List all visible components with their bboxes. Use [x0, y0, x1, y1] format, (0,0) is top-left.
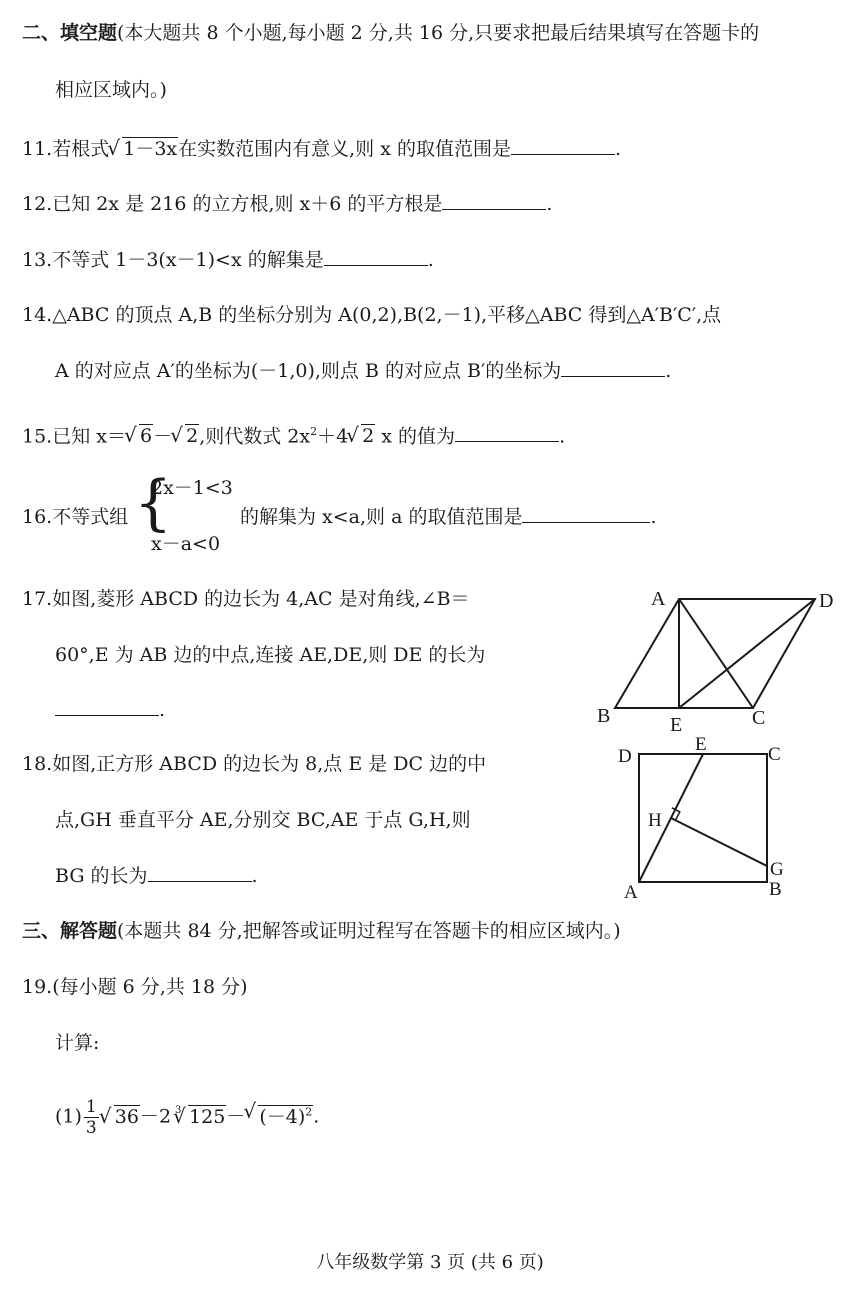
q12-text: 12.已知 2x 是 216 的立方根,则 x＋6 的平方根是: [22, 193, 443, 215]
question-12: [22, 191, 552, 217]
label-D: D: [819, 590, 834, 612]
q19-sqrt-36: [101, 1104, 140, 1130]
label-E: E: [695, 734, 707, 755]
label-B: B: [597, 705, 611, 727]
question-13: [22, 247, 434, 273]
q16-answer-blank[interactable]: [522, 504, 650, 523]
q15-radical-2b: [348, 423, 375, 449]
label-C: C: [768, 744, 781, 765]
q19-sqrt-neg4sq: [245, 1099, 313, 1129]
q19-end: .: [313, 1105, 320, 1128]
q19-frac-num: 1: [85, 1097, 97, 1117]
label-G: G: [770, 859, 784, 880]
q18-square-figure: [610, 730, 810, 905]
q18-end: .: [251, 865, 258, 887]
question-18-line1: 18.如图,正方形 ABCD 的边长为 8,点 E 是 DC 边的中: [22, 753, 487, 775]
q15-radical-6: [126, 423, 153, 449]
q15-radicand-2b: 2: [362, 425, 375, 448]
label-A: A: [624, 882, 638, 903]
question-18-line3: [55, 863, 258, 889]
q17-rhombus-figure: [590, 580, 850, 740]
q14-text: A 的对应点 A′的坐标为(－1,0),则点 B 的对应点 B′的坐标为: [55, 360, 562, 382]
q15-plus: ＋4: [317, 425, 349, 448]
q18-answer-blank[interactable]: [148, 863, 252, 882]
q17-end: .: [159, 699, 166, 721]
label-C: C: [752, 707, 766, 729]
question-19-head: 19.(每小题 6 分,共 18 分): [22, 976, 248, 998]
section2-intro: (本大题共 8 个小题,每小题 2 分,共 16 分,只要求把最后结果填写在答题卡的: [117, 22, 760, 44]
section3-intro: (本题共 84 分,把解答或证明过程写在答题卡的相应区域内。): [117, 920, 621, 942]
q12-answer-blank[interactable]: [442, 191, 546, 210]
q15-mid: ,则代数式 2x: [199, 425, 311, 448]
q11-post: 在实数范围内有意义,则 x 的取值范围是: [178, 138, 511, 160]
q19-neg4-square: 2: [305, 1105, 313, 1119]
q15-radicand-2: 2: [186, 425, 199, 448]
q19-cube-index: √ 3: [175, 1104, 182, 1116]
q16-post: 的解集为 x<a,则 a 的取值范围是: [240, 506, 523, 528]
question-16-tail: [240, 504, 657, 530]
q11-number: 11.: [22, 138, 53, 160]
segment-HG: [671, 818, 767, 866]
question-17-line2: 60°,E 为 AB 边的中点,连接 AE,DE,则 DE 的长为: [55, 644, 486, 666]
q14-answer-blank[interactable]: [561, 358, 665, 377]
question-15: [22, 419, 565, 449]
q16-eq1: 2x－1<3: [151, 477, 233, 499]
segment-DE: [679, 599, 815, 708]
q13-answer-blank[interactable]: [324, 247, 428, 266]
q19-radicand-125: 125: [189, 1105, 226, 1128]
q19-minus: －: [226, 1105, 246, 1128]
q15-pre: 15.已知 x＝: [22, 425, 126, 448]
label-E: E: [670, 714, 683, 736]
q19-cuberoot-125: [175, 1104, 226, 1130]
q16-pre: 16.不等式组: [22, 506, 129, 528]
section2-intro-cont: 相应区域内。): [55, 79, 167, 101]
question-17-line3: [55, 697, 165, 723]
q19-radicand-neg4sq: [258, 1105, 313, 1128]
diagonal-AC: [679, 599, 753, 708]
q15-minus: －: [153, 425, 173, 448]
section3-heading-line: [22, 918, 621, 944]
q15-post: x 的值为: [375, 425, 456, 448]
q13-text: 13.不等式 1－3(x－1)<x 的解集是: [22, 249, 324, 271]
q19-frac-den: 3: [85, 1118, 97, 1138]
label-H: H: [648, 810, 662, 831]
section2-heading-line: [22, 20, 759, 46]
q11-radicand: 1－3x: [123, 138, 178, 160]
section3-heading: 三、解答题: [22, 920, 118, 942]
q19-radicand-36: 36: [114, 1105, 139, 1128]
q19-fraction: [84, 1097, 99, 1138]
q17-answer-blank[interactable]: [55, 697, 159, 716]
q19-neg4: (－4): [259, 1105, 306, 1128]
question-11: [22, 136, 621, 162]
label-B: B: [769, 879, 782, 900]
q19-calc-prompt: 计算:: [55, 1032, 100, 1054]
label-A: A: [651, 588, 666, 610]
q18-text: BG 的长为: [55, 865, 148, 887]
label-D: D: [618, 746, 632, 767]
q11-answer-blank[interactable]: [511, 136, 615, 155]
question-17-line1: 17.如图,菱形 ABCD 的边长为 4,AC 是对角线,∠B＝: [22, 588, 470, 610]
q11-end: .: [614, 138, 622, 160]
q19-part1: [55, 1097, 319, 1138]
q15-square: 2: [310, 425, 318, 438]
section2-heading: 二、填空题: [22, 22, 118, 44]
q16-eq2: x－a<0: [151, 533, 221, 555]
q16-brace: {: [134, 468, 173, 538]
q13-end: .: [427, 249, 434, 271]
question-14-line2: [55, 358, 671, 384]
page-footer: 八年级数学第 3 页 (共 6 页): [316, 1252, 544, 1273]
q11-pre: 若根式: [52, 138, 110, 160]
q11-radical: [109, 136, 178, 162]
q12-end: .: [546, 193, 553, 215]
question-14-line1: 14.△ABC 的顶点 A,B 的坐标分别为 A(0,2),B(2,－1),平移△ABC 得到△A′B′C′,点: [22, 304, 722, 326]
q19-minus-2: －2: [139, 1105, 172, 1128]
q16-end: .: [650, 506, 657, 528]
q15-answer-blank[interactable]: [455, 423, 559, 442]
q19-p1-label: (1): [55, 1105, 82, 1128]
question-18-line2: 点,GH 垂直平分 AE,分别交 BC,AE 于点 G,H,则: [55, 809, 471, 831]
q15-radical-2: [172, 423, 199, 449]
q15-end: .: [559, 425, 566, 448]
q15-radicand-6: 6: [139, 425, 153, 448]
q14-end: .: [665, 360, 672, 382]
